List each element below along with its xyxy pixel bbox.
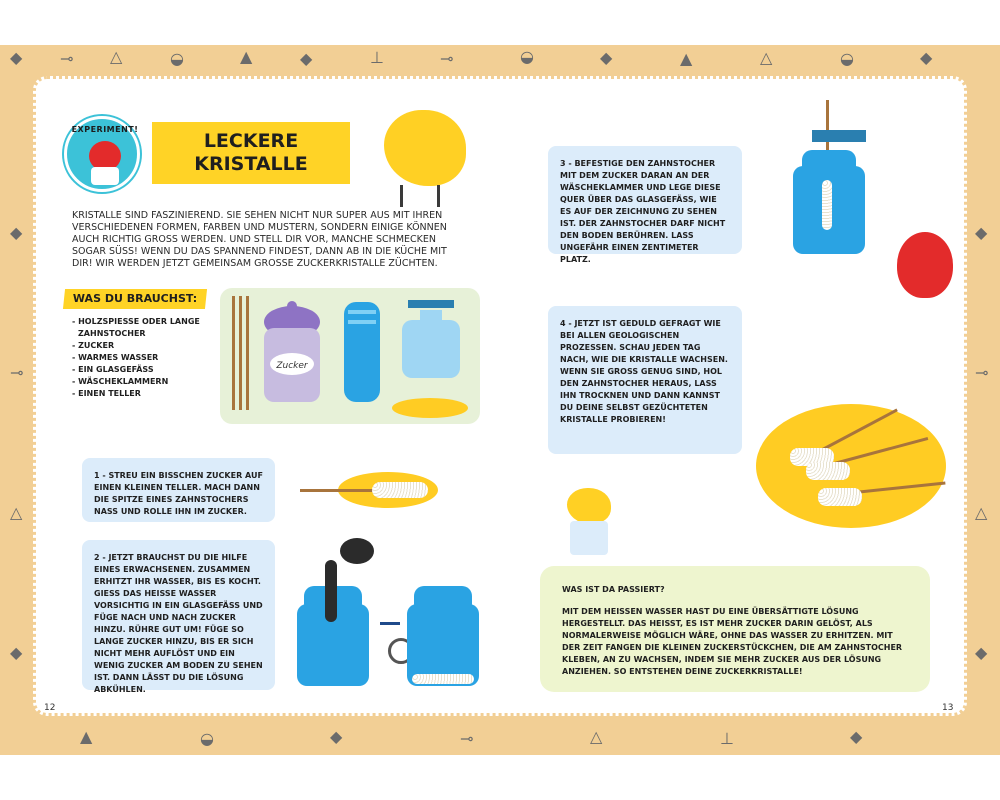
result-box xyxy=(540,566,930,692)
needs-banner xyxy=(63,289,207,309)
skewers-icon xyxy=(232,296,249,410)
needs-title: WAS DU BRAUCHST: xyxy=(72,292,198,305)
tripod-icon: △ xyxy=(590,727,603,746)
shovel-icon: ⊥ xyxy=(370,48,384,67)
result-heading: WAS IST DA PASSIERT? xyxy=(562,585,665,594)
title-line-2: KRISTALLE xyxy=(194,153,308,175)
plate-with-crystals-icon xyxy=(756,404,946,528)
sugar-crystal-icon xyxy=(806,462,850,480)
rock-icon: ◆ xyxy=(10,643,23,662)
step-1-box xyxy=(82,458,275,522)
page-number-left: 12 xyxy=(44,703,56,713)
step-2-text: 2 - JETZT BRAUCHST DU DIE HILFE EINES ERWACHSENEN. ZUSAMMEN ERHITZT IHR WASSER, BIS ES KOCHT. GIESS DAS HEISSE WASSER VORSICHTIG IN EIN GLASGEFÄSS UND FÜGE NACH UND NACH ZUCKER HINZU. RÜHRE GUT UM! FÜGE SO LANGE ZUCKER HINZU, BIS ER SICH NICHT MEHR AUFLÖST UND EIN WENIG ZUCKER AM BODEN ZU SEHEN IST. DANN LÄSST DU DIE LÖSUNG ABKÜHLEN. xyxy=(94,553,263,694)
sugar-sediment-icon xyxy=(412,674,474,684)
title-line-1: LECKERE xyxy=(203,130,299,152)
intro-text: KRISTALLE SIND FASZINIEREND. SIE SEHEN NICHT NUR SUPER AUS MIT IHREN VERSCHIEDENEN FORMEN, FARBEN UND MUSTERN, SONDERN EINIGE KÖNNEN AUCH RICHTIG GROSS WERDEN. UND STELL DIR VOR, MANCHE SCHMECKEN SOGAR SÜSS! WENN DU DAS SPANNEND FINDEST, DANN AB IN DIE KÜCHE MIT DIR! WIR WERDEN JETZT GEMEINSAM GROSSE ZUCKERKRISTALLE ZÜCHTEN. xyxy=(72,210,447,269)
arrow-right-icon xyxy=(380,622,400,632)
sugar-crystal-icon xyxy=(818,488,862,506)
rock-icon: ◆ xyxy=(920,48,933,67)
bone-icon: ⊸ xyxy=(975,363,989,382)
result-text: MIT DEM HEISSEN WASSER HAST DU EINE ÜBERSÄTTIGTE LÖSUNG HERGESTELLT. DAS HEISST, ES IST MEHR ZUCKER DARIN GELÖST, ALS NORMALERWEISE MÖGLICH WÄRE, OHNE DAS WASSER ZU ERHITZEN. MIT DER ZEIT FANGEN DIE KLEINEN ZUCKERSTÜCKCHEN, DIE AM ZAHNSTOCHER KLEBEN, AN ZU WACHSEN, INDEM SIE MEHR ZUCKER AUS DER LÖSUNG ANZIEHEN. SO ENTSTEHEN DEINE ZUCKERKRISTALLE! xyxy=(562,607,903,676)
rock-icon: ◆ xyxy=(10,223,23,242)
step-4-text: 4 - JETZT IST GEDULD GEFRAGT WIE BEI ALLEN GEOLOGISCHEN PROZESSEN. SCHAU JEDEN TAG NACH, WIE DIE KRISTALLE WACHSEN. WENN SIE GROSS GENUG SIND, HOL DEN ZAHNSTOCHER HERAUS, LASS IHN TROCKNEN UND DANN KANNST DU DEINE SELBST GEZÜCHTETEN KRISTALLE PROBIEREN! xyxy=(560,319,728,424)
tent-icon: ▲ xyxy=(680,49,693,68)
rock-icon: ◆ xyxy=(850,727,863,746)
tent-icon: ▲ xyxy=(240,47,253,66)
needs-list xyxy=(72,316,212,400)
materials-illustration xyxy=(220,288,480,424)
crystal-string-icon xyxy=(822,180,832,230)
bone-icon: ⊸ xyxy=(10,363,24,382)
page-title xyxy=(152,130,350,176)
bone-icon: ⊸ xyxy=(440,49,454,68)
experiment-badge xyxy=(64,116,140,192)
step-3-box xyxy=(548,146,742,264)
character-legs-icon xyxy=(400,185,440,207)
materials-svg xyxy=(220,288,480,424)
lab-coat-icon xyxy=(91,167,119,185)
step-1-text: 1 - STREU EIN BISSCHEN ZUCKER AUF EINEN KLEINEN TELLER. MACH DANN DIE SPITZE EINES ZAHNSTOCHERS NASS UND ROLLE IHN IM ZUCKER. xyxy=(94,471,263,516)
rock-icon: ◆ xyxy=(975,643,988,662)
small-yellow-character-icon xyxy=(567,488,611,524)
lab-coat-icon xyxy=(570,521,608,555)
plate-icon xyxy=(392,398,468,418)
tent-icon: ▲ xyxy=(80,727,93,746)
rock-icon: ◆ xyxy=(600,48,613,67)
wheelbarrow-icon: ◒ xyxy=(840,49,854,68)
step-3-text: 3 - BEFESTIGE DEN ZAHNSTOCHER MIT DEM ZUCKER DARAN AN DER WÄSCHEKLAMMER UND LEGE DIESE QUER ÜBER DAS GLASGEFÄSS, WIE ES AUF DER ZEICHNUNG ZU SEHEN IST. DER ZAHNSTOCHER DARF NICHT DEN BODEN BERÜHREN. LASS UNGEFÄHR EINEN ZENTIMETER PLATZ. xyxy=(560,159,726,264)
red-blob-character-icon xyxy=(897,232,953,298)
page-number-right: 13 xyxy=(942,703,954,713)
wheelbarrow-icon: ◒ xyxy=(200,729,214,748)
spoon-with-sugar-icon xyxy=(340,538,374,564)
bone-icon: ⊸ xyxy=(60,49,74,68)
tripod-icon: △ xyxy=(975,503,988,522)
title-banner xyxy=(152,122,350,184)
tripod-icon: △ xyxy=(10,503,23,522)
wheelbarrow-icon: ◒ xyxy=(170,49,184,68)
list-item: - EIN GLASGEFÄSS xyxy=(72,365,154,374)
step-2-box xyxy=(82,540,275,694)
rock-icon: ◆ xyxy=(300,49,313,68)
rock-icon: ◆ xyxy=(975,223,988,242)
bone-icon: ⊸ xyxy=(460,729,474,748)
sugar-jar-icon xyxy=(264,301,320,402)
rock-icon: ◆ xyxy=(330,727,343,746)
list-item: ZAHNSTOCHER xyxy=(78,329,146,338)
list-item: - ZUCKER xyxy=(72,341,115,350)
water-bottle-icon xyxy=(344,302,380,402)
clothespin-icon xyxy=(812,130,866,142)
badge-label: EXPERIMENT! xyxy=(71,125,139,134)
tripod-icon: △ xyxy=(110,47,123,66)
list-item: - HOLZSPIESSE ODER LANGE xyxy=(72,317,200,326)
sugar-jar-label: Zucker xyxy=(276,361,308,371)
shovel-icon: ⊥ xyxy=(720,729,734,748)
rock-icon: ◆ xyxy=(10,48,23,67)
spoon-icon xyxy=(325,560,337,622)
wheelbarrow-icon: ◒ xyxy=(520,47,534,66)
list-item: - EINEN TELLER xyxy=(72,389,141,398)
list-item: - WÄSCHEKLAMMERN xyxy=(72,377,169,386)
list-item: - WARMES WASSER xyxy=(72,353,159,362)
step-4-box xyxy=(548,306,742,454)
tripod-icon: △ xyxy=(760,48,773,67)
glass-jar-with-clothespin-icon xyxy=(402,300,460,378)
sugar-grains-icon xyxy=(372,482,428,498)
